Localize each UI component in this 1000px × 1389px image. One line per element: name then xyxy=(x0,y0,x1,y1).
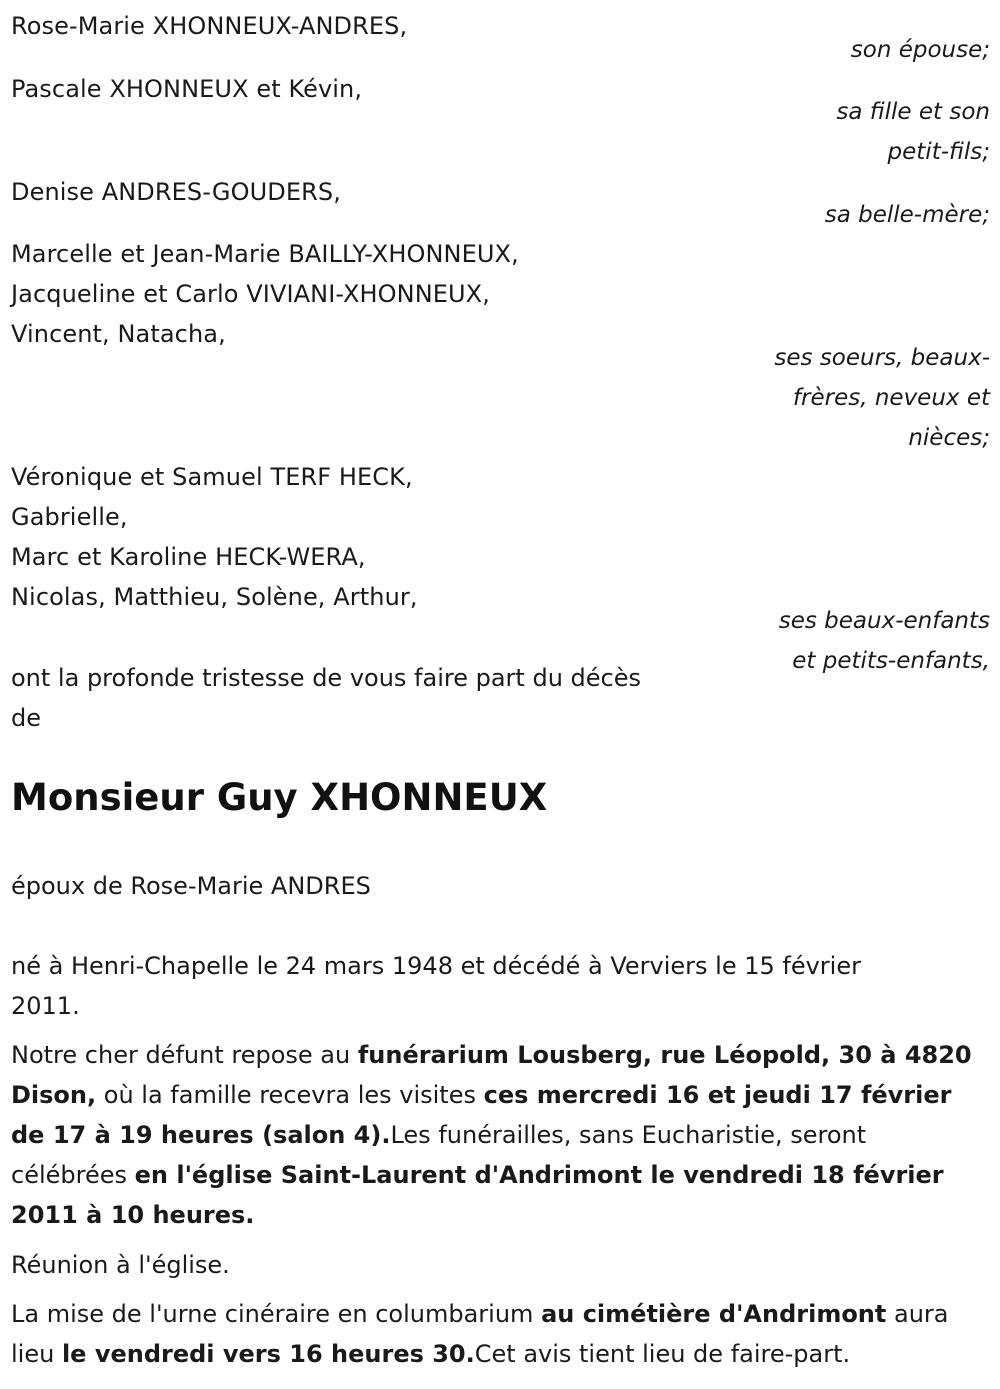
spouse-name: Rose-Marie XHONNEUX-ANDRES, xyxy=(11,12,408,40)
deceased-name: Monsieur Guy XHONNEUX xyxy=(11,776,548,819)
birth-death-text xyxy=(11,946,991,1026)
mother-in-law-relation xyxy=(825,195,990,235)
urn-text: aura lieu xyxy=(11,1300,949,1368)
visiting-hours: ces mercredi 16 et jeudi 17 février de 17 à 19 heures (salon 4). xyxy=(11,1081,952,1149)
announcement-text xyxy=(11,658,731,738)
step-children-relation xyxy=(779,601,990,681)
relation-line: petit-fils; xyxy=(887,139,990,165)
siblings-name-2: Jacqueline et Carlo VIVIANI-XHONNEUX, xyxy=(11,280,490,308)
relation-line: nièces; xyxy=(908,425,990,451)
daughter-relation xyxy=(836,92,990,172)
arrangements-text: Les funérailles, sans Eucharistie, seront célébrées xyxy=(11,1121,867,1189)
step-children-name-2: Gabrielle, xyxy=(11,503,128,531)
arrangements-text: Notre cher défunt repose au xyxy=(11,1041,358,1069)
relation-line: ses soeurs, beaux- xyxy=(774,345,990,371)
announcement-line: ont la profonde tristesse de vous faire part du décès xyxy=(11,664,641,692)
siblings-relation xyxy=(774,338,990,458)
siblings-name-1: Marcelle et Jean-Marie BAILLY-XHONNEUX, xyxy=(11,240,519,268)
arrangements-paragraph xyxy=(11,1035,986,1235)
mother-in-law-name: Denise ANDRES-GOUDERS, xyxy=(11,178,341,206)
relation-line: ses beaux-enfants xyxy=(778,608,990,634)
relation-line: sa belle-mère; xyxy=(824,202,990,228)
relation-line: frères, neveux et xyxy=(792,385,990,411)
urn-time: le vendredi vers 16 heures 30. xyxy=(61,1340,475,1368)
daughter-name: Pascale XHONNEUX et Kévin, xyxy=(11,75,363,103)
urn-text: La mise de l'urne cinéraire en columbarium xyxy=(11,1300,542,1328)
birth-death-line: né à Henri-Chapelle le 24 mars 1948 et décédé à Verviers le 15 février xyxy=(11,952,861,980)
announcement-line: de xyxy=(11,704,41,732)
step-children-name-4: Nicolas, Matthieu, Solène, Arthur, xyxy=(11,583,418,611)
cemetery-name: au cimétière d'Andrimont xyxy=(541,1300,887,1328)
funerarium-address: funérarium Lousberg, rue Léopold, 30 à 4820 Dison, xyxy=(11,1041,972,1109)
funeral-details: en l'église Saint-Laurent d'Andrimont le vendredi 18 février 2011 à 10 heures. xyxy=(11,1161,944,1229)
spouse-relation xyxy=(851,30,990,70)
relation-line: son épouse; xyxy=(850,37,990,63)
step-children-name-3: Marc et Karoline HECK-WERA, xyxy=(11,543,366,571)
siblings-name-3: Vincent, Natacha, xyxy=(11,320,226,348)
urn-text: Cet avis tient lieu de faire-part. xyxy=(474,1340,851,1368)
relation-line: sa fille et son xyxy=(836,99,990,125)
relation-line: et petits-enfants, xyxy=(792,648,990,674)
deceased-spouse-line: époux de Rose-Marie ANDRES xyxy=(11,872,371,900)
birth-death-line: 2011. xyxy=(11,992,80,1020)
meeting-note: Réunion à l'église. xyxy=(11,1251,230,1279)
arrangements-text: où la famille recevra les visites xyxy=(96,1081,484,1109)
urn-paragraph xyxy=(11,1294,991,1374)
step-children-name-1: Véronique et Samuel TERF HECK, xyxy=(11,463,413,491)
